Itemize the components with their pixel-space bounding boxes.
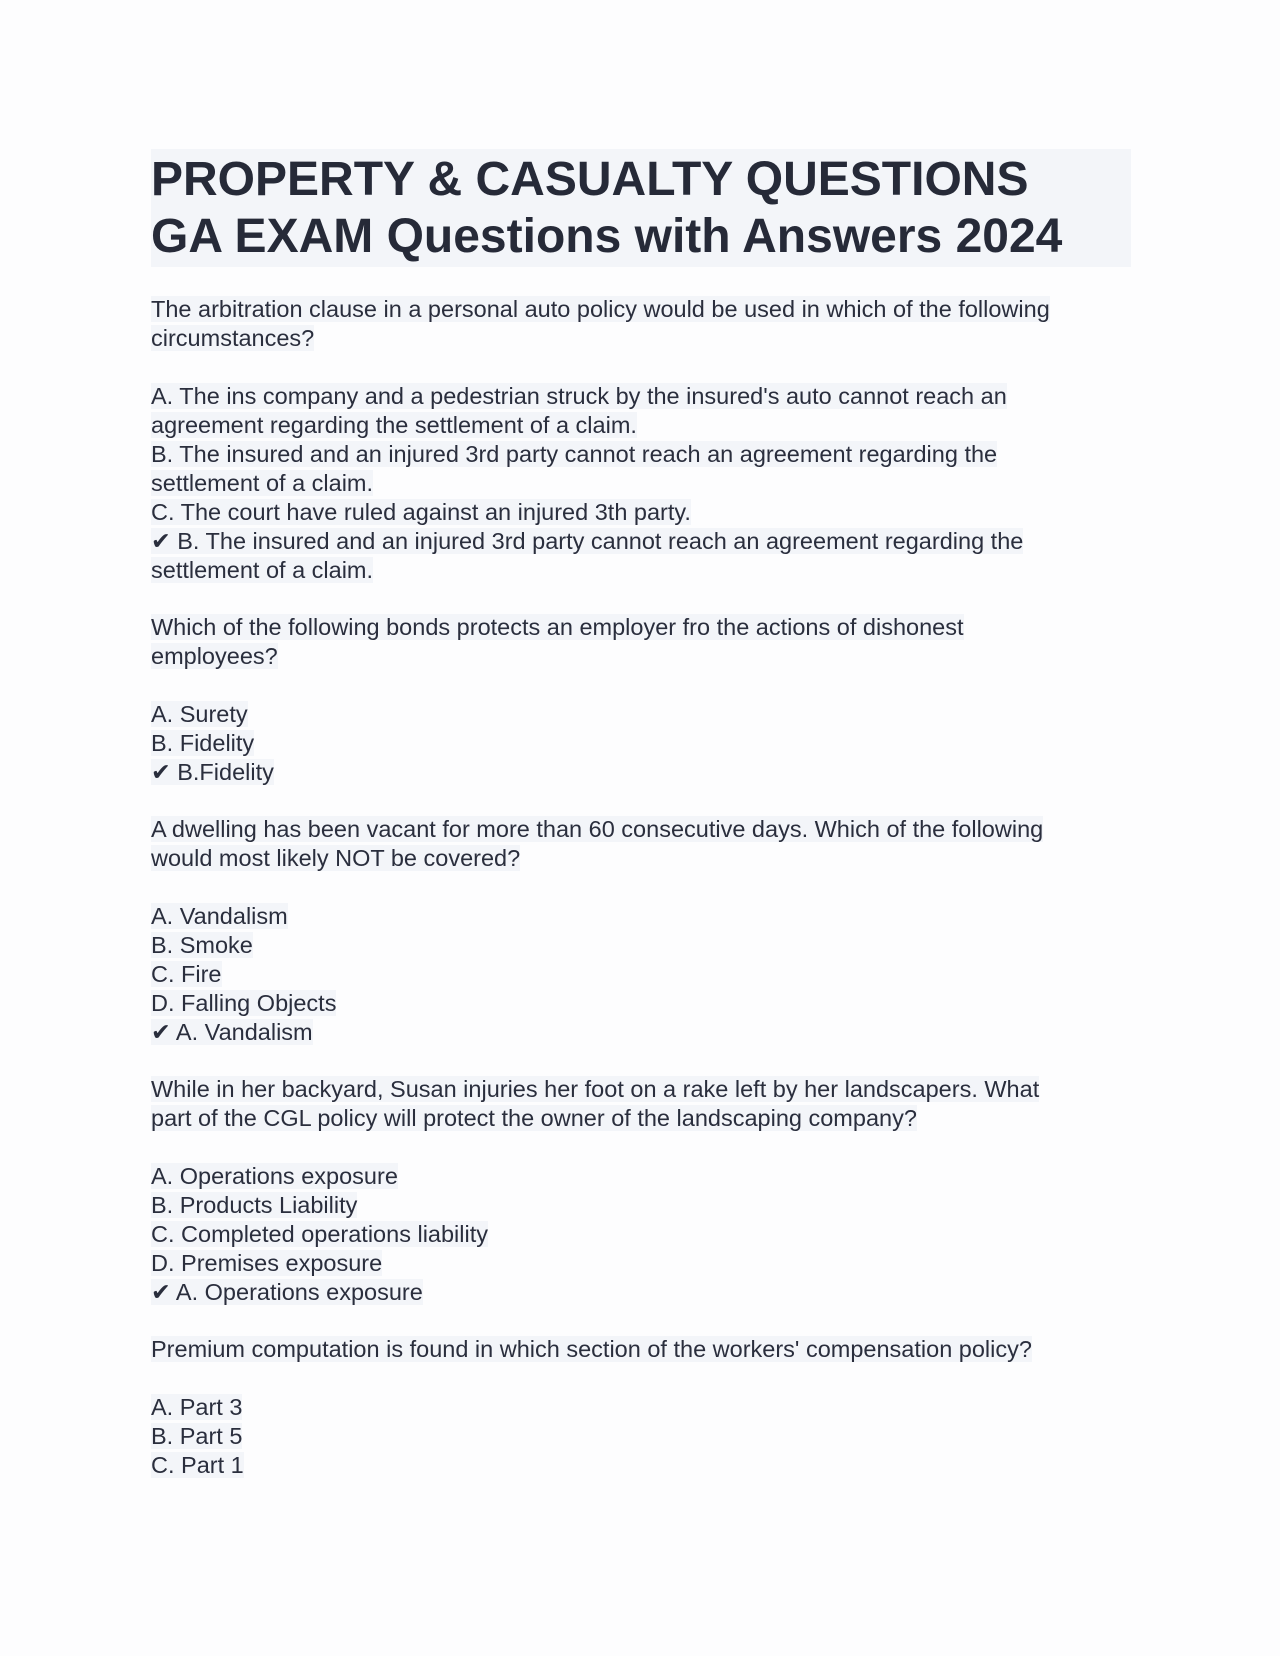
question-line: circumstances? [151, 325, 315, 351]
option-line: B. Part 5 [151, 1423, 243, 1449]
question-text [151, 815, 1131, 873]
question-line: part of the CGL policy will protect the owner of the landscaping company? [151, 1105, 917, 1131]
answer-line: settlement of a claim. [151, 557, 374, 583]
title-line-2: GA EXAM Questions with Answers 2024 [151, 210, 1063, 263]
document-page [151, 149, 1131, 1480]
option-line: B. Products Liability [151, 1192, 358, 1218]
option-line: A. Vandalism [151, 903, 288, 929]
question-text [151, 613, 1131, 671]
document-title [151, 149, 1131, 267]
options-list [151, 382, 1131, 585]
question-text [151, 1335, 1131, 1364]
question-block-4 [151, 1075, 1131, 1307]
option-line: C. Completed operations liability [151, 1221, 488, 1247]
answer-line: ✔ A. Vandalism [151, 1019, 313, 1045]
option-line: settlement of a claim. [151, 470, 374, 496]
question-block-1 [151, 295, 1131, 585]
question-line: Premium computation is found in which section of the workers' compensation policy? [151, 1336, 1032, 1362]
option-line: B. Smoke [151, 932, 253, 958]
question-line: While in her backyard, Susan injuries her foot on a rake left by her landscapers. What [151, 1076, 1040, 1102]
options-list [151, 1393, 1131, 1480]
option-line: B. The insured and an injured 3rd party cannot reach an agreement regarding the [151, 441, 998, 467]
options-list [151, 1162, 1131, 1307]
question-block-3 [151, 815, 1131, 1047]
option-line: D. Falling Objects [151, 990, 337, 1016]
answer-line: ✔ A. Operations exposure [151, 1279, 423, 1305]
options-list [151, 700, 1131, 787]
question-text [151, 295, 1131, 353]
answer-line: ✔ B. The insured and an injured 3rd party cannot reach an agreement regarding the [151, 528, 1024, 554]
option-line: A. Surety [151, 701, 248, 727]
option-line: C. Fire [151, 961, 222, 987]
option-line: C. Part 1 [151, 1452, 244, 1478]
option-line: A. Operations exposure [151, 1163, 398, 1189]
question-line: Which of the following bonds protects an employer fro the actions of dishonest [151, 614, 964, 640]
option-line: A. The ins company and a pedestrian struck by the insured's auto cannot reach an [151, 383, 1007, 409]
question-block-2 [151, 613, 1131, 787]
question-line: A dwelling has been vacant for more than 60 consecutive days. Which of the following [151, 816, 1044, 842]
question-line: would most likely NOT be covered? [151, 845, 521, 871]
option-line: A. Part 3 [151, 1394, 243, 1420]
option-line: B. Fidelity [151, 730, 255, 756]
answer-line: ✔ B.Fidelity [151, 759, 274, 785]
option-line: agreement regarding the settlement of a claim. [151, 412, 637, 438]
option-line: D. Premises exposure [151, 1250, 383, 1276]
question-line: employees? [151, 643, 278, 669]
question-line: The arbitration clause in a personal auto policy would be used in which of the following [151, 296, 1050, 322]
title-line-1: PROPERTY & CASUALTY QUESTIONS [151, 153, 1029, 206]
question-text [151, 1075, 1131, 1133]
options-list [151, 902, 1131, 1047]
question-block-5 [151, 1335, 1131, 1480]
option-line: C. The court have ruled against an injured 3th party. [151, 499, 691, 525]
